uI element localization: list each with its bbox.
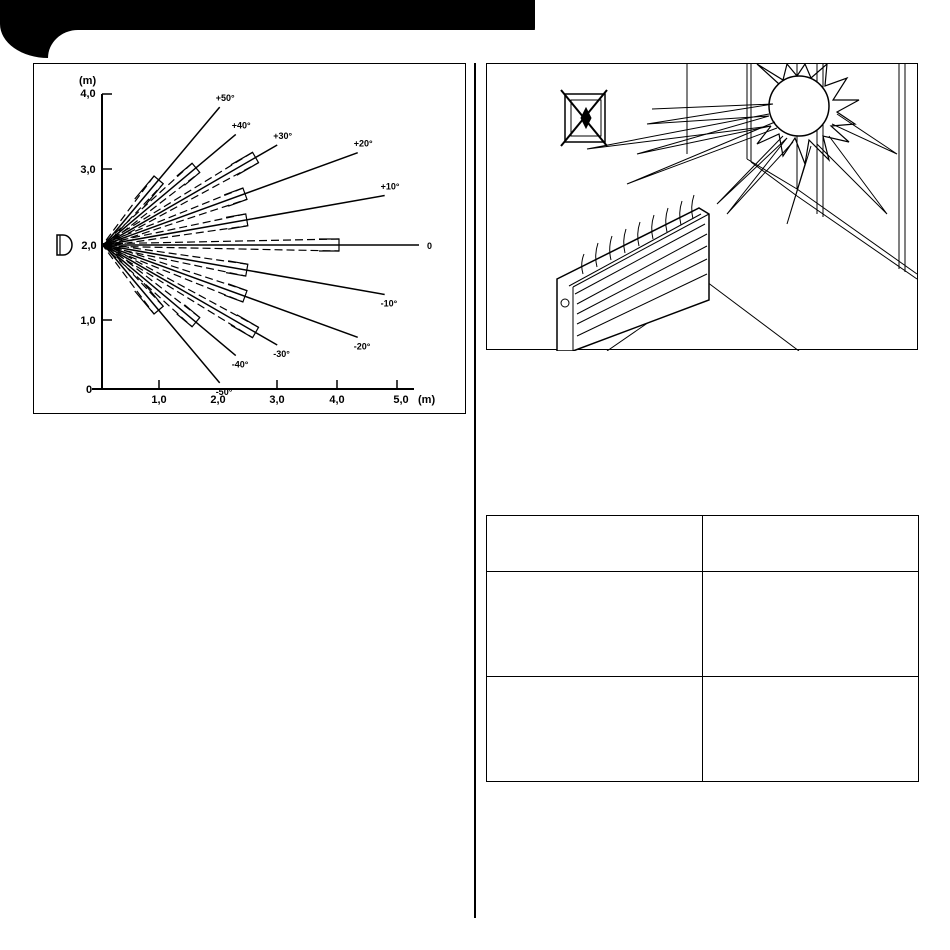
beam-angle-label: +10° (380, 181, 400, 192)
column-divider (474, 63, 476, 918)
x-tick-label: 4,0 (329, 394, 345, 406)
table-cell (487, 516, 703, 572)
x-unit-label: (m) (418, 394, 436, 406)
beam-angle-label: -20° (353, 341, 371, 352)
table-cell (487, 572, 703, 677)
y-tick-label: 4,0 (80, 88, 96, 100)
y-tick-label: 3,0 (80, 164, 96, 176)
y-tick-label: 0 (85, 384, 93, 396)
table-row (487, 516, 919, 572)
x-tick-label: 5,0 (393, 394, 409, 406)
beam-line (104, 245, 236, 356)
y-tick-label: 2,0 (81, 240, 97, 252)
beam-line (104, 134, 236, 245)
info-table (486, 515, 919, 782)
beam-angle-label: -30° (273, 349, 290, 359)
beam-angle-label: +50° (215, 93, 235, 104)
table-cell (487, 677, 703, 782)
beam-angle-label: -40° (231, 359, 249, 370)
room-illustration-svg (487, 64, 919, 351)
y-unit-label: (m) (79, 75, 97, 87)
detection-zone-svg (34, 64, 467, 415)
x-tick-label: 3,0 (269, 394, 285, 406)
y-tick-label: 1,0 (80, 315, 96, 327)
beam-angle-label: +30° (273, 131, 293, 141)
crossed-fan-icon (561, 90, 607, 146)
x-tick-label: 2,0 (210, 394, 226, 406)
beam-angle-label: +40° (231, 120, 251, 131)
detection-zone-diagram (33, 63, 466, 414)
room-illustration (486, 63, 918, 350)
beam-angle-label: -10° (380, 298, 398, 309)
table-row (487, 572, 919, 677)
table-cell (703, 516, 919, 572)
beam-angle-label: +20° (353, 138, 373, 149)
beam-angle-label: 0 (427, 241, 433, 251)
radiator-icon (557, 195, 709, 351)
x-tick-label: 1,0 (151, 394, 167, 406)
header-bar (0, 0, 535, 58)
beam-angle-label: -50° (215, 386, 233, 397)
table-cell (703, 572, 919, 677)
sun-icon (587, 64, 897, 224)
sensor-icon (57, 235, 72, 255)
table-row (487, 677, 919, 782)
table-cell (703, 677, 919, 782)
